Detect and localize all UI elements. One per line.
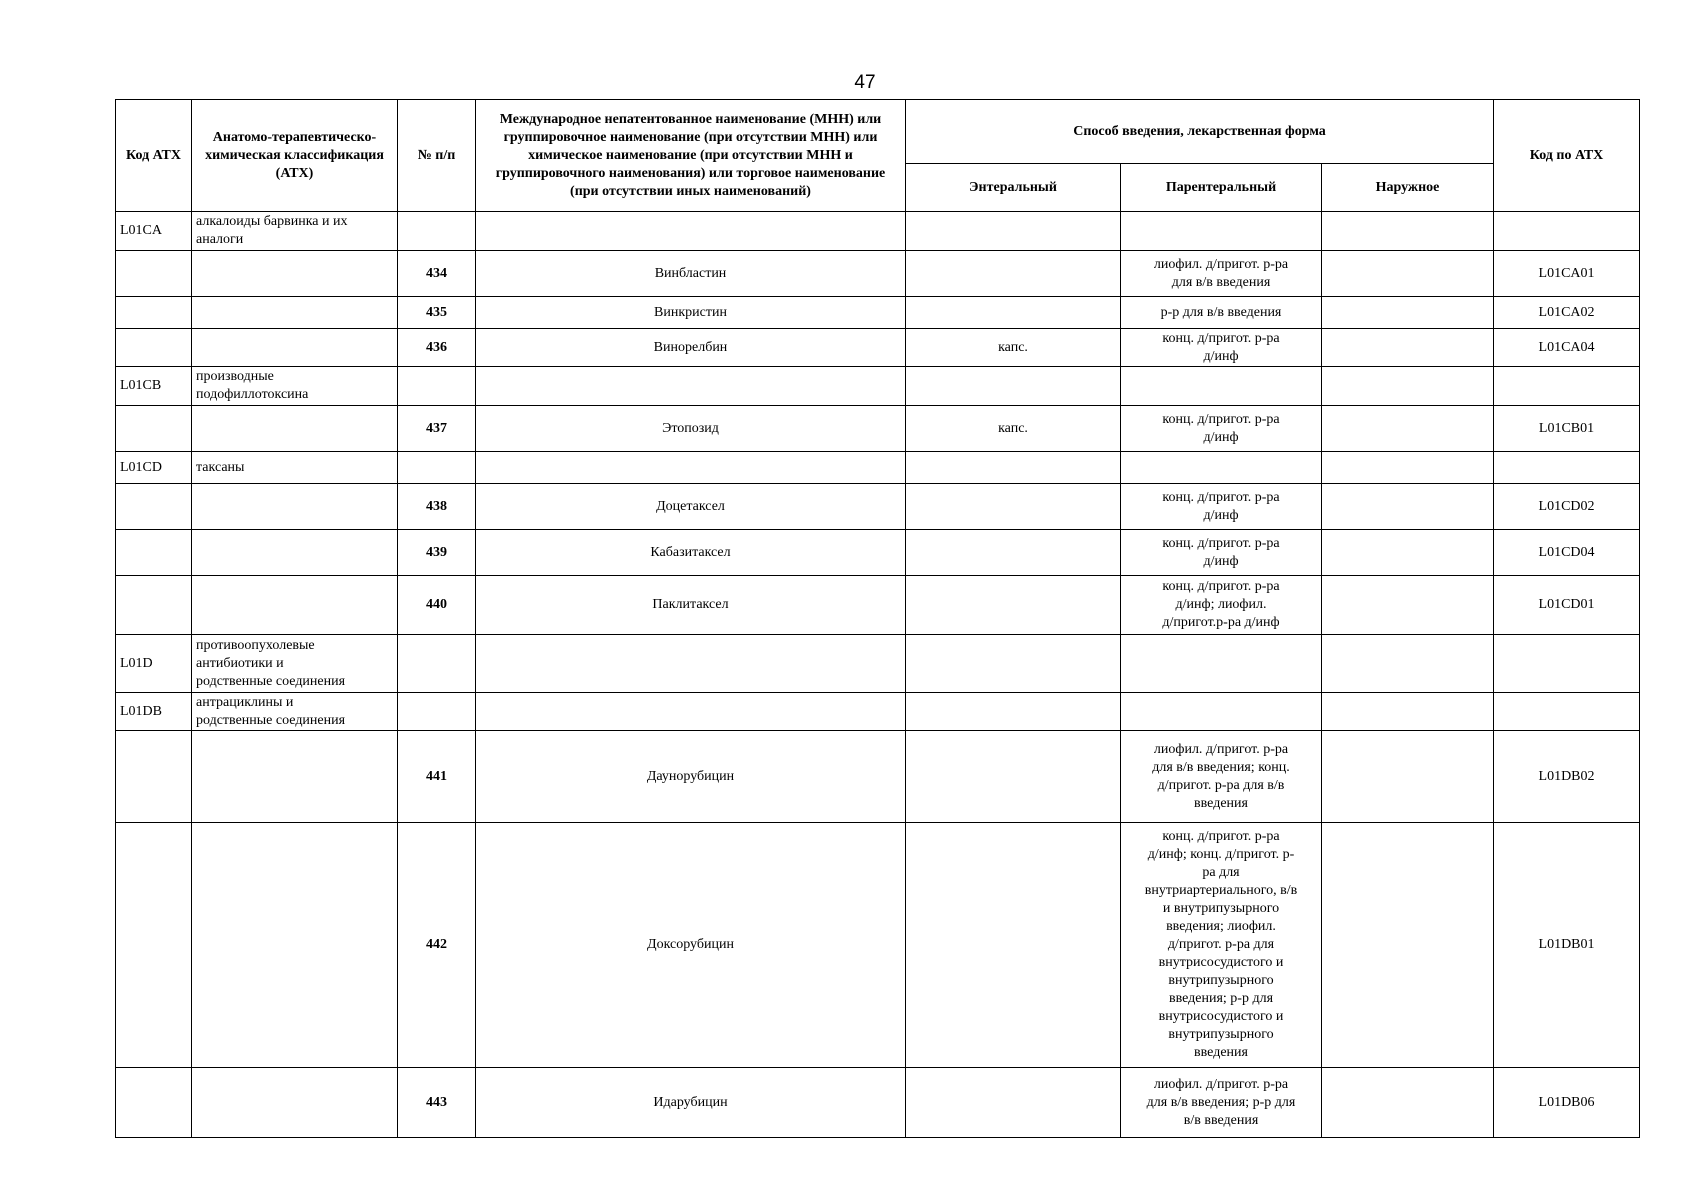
cell-name: Винкристин xyxy=(476,297,906,329)
cell-num: 437 xyxy=(398,406,476,452)
cell-ext xyxy=(1322,530,1494,576)
cell-name: Этопозид xyxy=(476,406,906,452)
cell-code: L01CA xyxy=(116,212,192,251)
cell-cls xyxy=(192,530,398,576)
cell-name xyxy=(476,212,906,251)
cell-par xyxy=(1121,693,1322,731)
cell-code xyxy=(116,530,192,576)
cell-atx xyxy=(1494,367,1640,406)
cell-name: Кабазитаксел xyxy=(476,530,906,576)
cell-num xyxy=(398,367,476,406)
cell-cls xyxy=(192,329,398,367)
cell-par xyxy=(1121,212,1322,251)
cell-ent xyxy=(906,823,1121,1068)
cell-code xyxy=(116,406,192,452)
table-row xyxy=(116,329,1640,367)
cell-ext xyxy=(1322,297,1494,329)
cell-cls xyxy=(192,576,398,635)
cell-name: Даунорубицин xyxy=(476,731,906,823)
drug-table xyxy=(115,99,1640,1138)
table-row xyxy=(116,251,1640,297)
cell-cls xyxy=(192,484,398,530)
cell-num xyxy=(398,693,476,731)
cell-atx: L01CD04 xyxy=(1494,530,1640,576)
cell-num: 439 xyxy=(398,530,476,576)
cell-ext xyxy=(1322,635,1494,693)
cell-par: конц. д/пригот. р-ра д/инф xyxy=(1121,329,1322,367)
cell-atx xyxy=(1494,693,1640,731)
cell-ent: капс. xyxy=(906,406,1121,452)
cell-cls: производные подофиллотоксина xyxy=(192,367,398,406)
cell-code: L01DB xyxy=(116,693,192,731)
cell-name: Доцетаксел xyxy=(476,484,906,530)
cell-cls: противоопухолевые антибиотики и родственные соединения xyxy=(192,635,398,693)
cell-num: 434 xyxy=(398,251,476,297)
cell-ent xyxy=(906,212,1121,251)
cell-atx: L01CA02 xyxy=(1494,297,1640,329)
cell-name xyxy=(476,367,906,406)
cell-ext xyxy=(1322,731,1494,823)
cell-atx: L01DB02 xyxy=(1494,731,1640,823)
table-row xyxy=(116,823,1640,1068)
cell-ext xyxy=(1322,367,1494,406)
cell-ent xyxy=(906,1068,1121,1138)
header-number: № п/п xyxy=(398,100,476,212)
cell-ext xyxy=(1322,1068,1494,1138)
table-row xyxy=(116,693,1640,731)
cell-ent: капс. xyxy=(906,329,1121,367)
cell-num: 438 xyxy=(398,484,476,530)
cell-atx: L01CA04 xyxy=(1494,329,1640,367)
cell-ent xyxy=(906,530,1121,576)
table-row xyxy=(116,484,1640,530)
cell-atx xyxy=(1494,452,1640,484)
cell-atx: L01DB06 xyxy=(1494,1068,1640,1138)
cell-ext xyxy=(1322,576,1494,635)
cell-code xyxy=(116,484,192,530)
cell-cls xyxy=(192,406,398,452)
cell-name: Винорелбин xyxy=(476,329,906,367)
cell-atx: L01CD01 xyxy=(1494,576,1640,635)
table-row xyxy=(116,635,1640,693)
cell-ext xyxy=(1322,823,1494,1068)
cell-cls xyxy=(192,297,398,329)
cell-cls: антрациклины и родственные соединения xyxy=(192,693,398,731)
cell-code: L01CB xyxy=(116,367,192,406)
cell-num xyxy=(398,452,476,484)
cell-ext xyxy=(1322,329,1494,367)
cell-code xyxy=(116,576,192,635)
cell-ent xyxy=(906,452,1121,484)
cell-code: L01CD xyxy=(116,452,192,484)
table-row xyxy=(116,297,1640,329)
cell-ent xyxy=(906,484,1121,530)
cell-atx xyxy=(1494,635,1640,693)
cell-par: конц. д/пригот. р-ра д/инф; конц. д/пригот. р- ра для внутриартериального, в/в и внутрипузырного введения; лиофил. д/пригот. р-ра для внутрисосудистого и внутрипузырного введения; р-р для внутрисосудистого и внутрипузырного введения xyxy=(1121,823,1322,1068)
header-enteral: Энтеральный xyxy=(906,164,1121,212)
header-atx-code: Код по АТХ xyxy=(1494,100,1640,212)
cell-cls xyxy=(192,731,398,823)
cell-code xyxy=(116,823,192,1068)
cell-atx: L01DB01 xyxy=(1494,823,1640,1068)
cell-ent xyxy=(906,693,1121,731)
cell-num xyxy=(398,212,476,251)
cell-name: Паклитаксел xyxy=(476,576,906,635)
cell-ext xyxy=(1322,484,1494,530)
cell-code xyxy=(116,731,192,823)
table-row xyxy=(116,1068,1640,1138)
header-name: Международное непатентованное наименование (МНН) или группировочное наименование (при отсутствии МНН) или химическое наименование (при отсутствии МНН и группировочного наименования) или торговое наименование (при отсутствии иных наименований) xyxy=(476,100,906,212)
cell-ent xyxy=(906,367,1121,406)
cell-cls: алкалоиды барвинка и их аналоги xyxy=(192,212,398,251)
cell-num xyxy=(398,635,476,693)
cell-cls: таксаны xyxy=(192,452,398,484)
cell-atx: L01CB01 xyxy=(1494,406,1640,452)
header-external: Наружное xyxy=(1322,164,1494,212)
cell-ext xyxy=(1322,251,1494,297)
cell-par: р-р для в/в введения xyxy=(1121,297,1322,329)
cell-par xyxy=(1121,635,1322,693)
cell-ext xyxy=(1322,212,1494,251)
header-classification: Анатомо-терапевтическо-химическая классификация (АТХ) xyxy=(192,100,398,212)
cell-par: конц. д/пригот. р-ра д/инф; лиофил. д/пригот.р-ра д/инф xyxy=(1121,576,1322,635)
cell-atx: L01CD02 xyxy=(1494,484,1640,530)
header-route: Способ введения, лекарственная форма xyxy=(906,100,1494,164)
header-code: Код АТХ xyxy=(116,100,192,212)
cell-cls xyxy=(192,1068,398,1138)
cell-name: Винбластин xyxy=(476,251,906,297)
cell-name xyxy=(476,452,906,484)
cell-num: 435 xyxy=(398,297,476,329)
cell-par xyxy=(1121,367,1322,406)
cell-ext xyxy=(1322,452,1494,484)
cell-code xyxy=(116,297,192,329)
cell-cls xyxy=(192,251,398,297)
cell-ent xyxy=(906,635,1121,693)
cell-atx: L01CA01 xyxy=(1494,251,1640,297)
cell-par: лиофил. д/пригот. р-ра для в/в введения; конц. д/пригот. р-ра для в/в введения xyxy=(1121,731,1322,823)
cell-code xyxy=(116,251,192,297)
cell-ext xyxy=(1322,693,1494,731)
cell-cls xyxy=(192,823,398,1068)
cell-num: 442 xyxy=(398,823,476,1068)
cell-num: 441 xyxy=(398,731,476,823)
cell-par: конц. д/пригот. р-ра д/инф xyxy=(1121,484,1322,530)
cell-ent xyxy=(906,251,1121,297)
table-body xyxy=(116,212,1640,1138)
table-row xyxy=(116,530,1640,576)
cell-num: 443 xyxy=(398,1068,476,1138)
cell-ent xyxy=(906,576,1121,635)
table-row xyxy=(116,367,1640,406)
cell-num: 436 xyxy=(398,329,476,367)
cell-code: L01D xyxy=(116,635,192,693)
cell-par xyxy=(1121,452,1322,484)
table-row xyxy=(116,406,1640,452)
cell-ext xyxy=(1322,406,1494,452)
cell-ent xyxy=(906,731,1121,823)
table-row xyxy=(116,212,1640,251)
cell-num: 440 xyxy=(398,576,476,635)
page-number: 47 xyxy=(854,72,876,93)
cell-name: Идарубицин xyxy=(476,1068,906,1138)
cell-code xyxy=(116,1068,192,1138)
cell-code xyxy=(116,329,192,367)
table-row xyxy=(116,731,1640,823)
cell-par: лиофил. д/пригот. р-ра для в/в введения xyxy=(1121,251,1322,297)
cell-ent xyxy=(906,297,1121,329)
cell-name xyxy=(476,693,906,731)
cell-par: конц. д/пригот. р-ра д/инф xyxy=(1121,406,1322,452)
cell-name xyxy=(476,635,906,693)
header-parenteral: Парентеральный xyxy=(1121,164,1322,212)
cell-par: лиофил. д/пригот. р-ра для в/в введения; р-р для в/в введения xyxy=(1121,1068,1322,1138)
cell-name: Доксорубицин xyxy=(476,823,906,1068)
cell-par: конц. д/пригот. р-ра д/инф xyxy=(1121,530,1322,576)
table-row xyxy=(116,452,1640,484)
table-row xyxy=(116,576,1640,635)
cell-atx xyxy=(1494,212,1640,251)
